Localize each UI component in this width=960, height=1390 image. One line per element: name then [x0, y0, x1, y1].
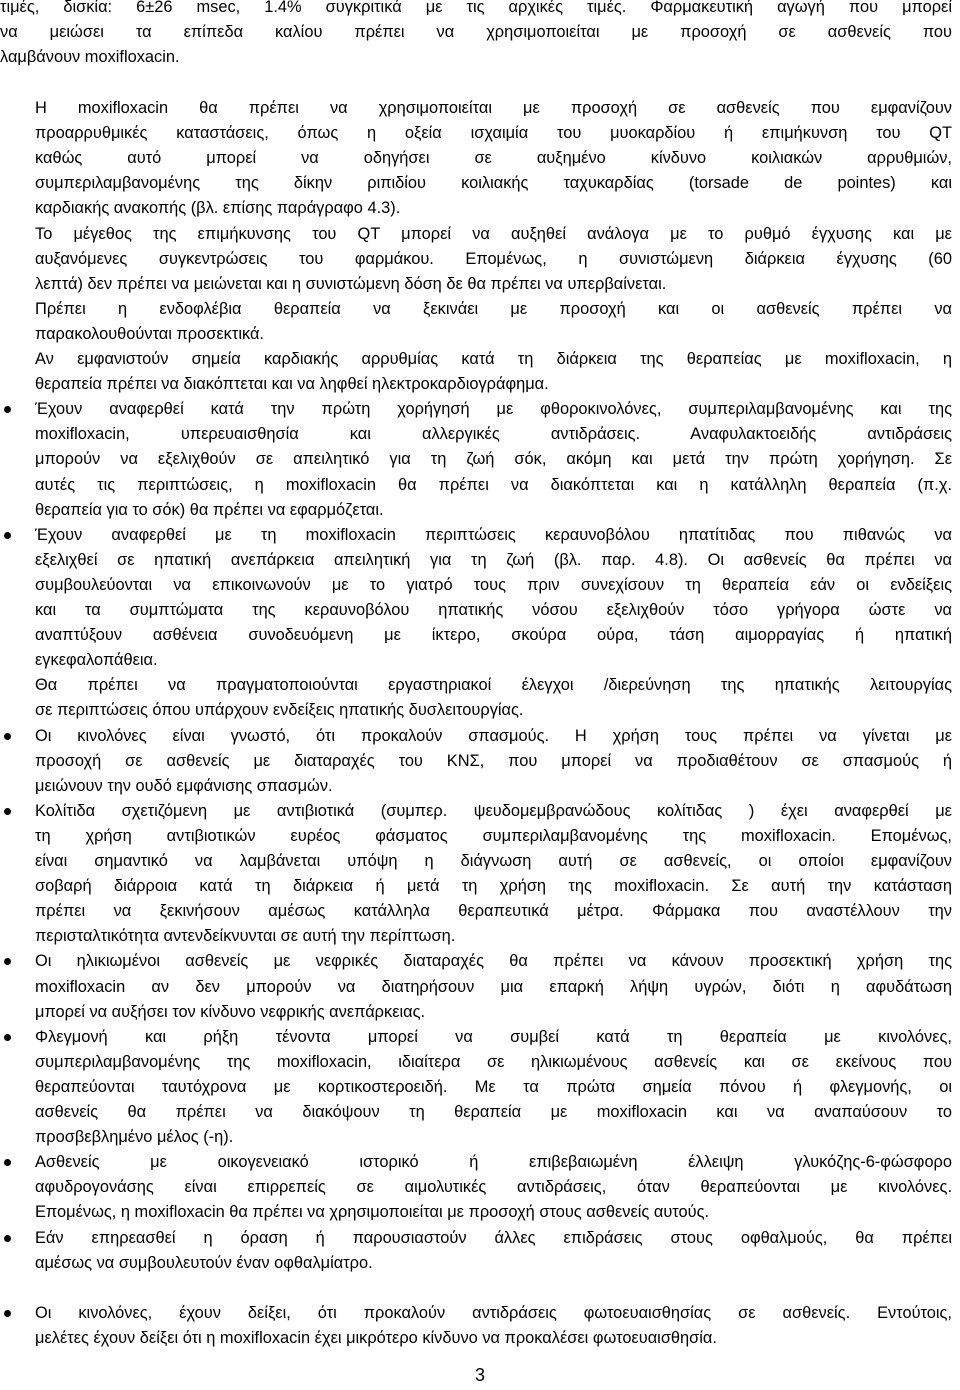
text-line: Αν εμφανιστούν σημεία καρδιακής αρρυθμίας κατά τη διάρκεια της θεραπείας με moxifloxacin, η	[35, 350, 952, 368]
text-line: moxifloxacin αν δεν μπορούν να διατηρήσουν μια επαρκή λήψη υγρών, διότι η αφυδάτωση	[35, 977, 952, 996]
bullet-icon	[4, 733, 11, 740]
text-line: προσβεβλημένο μέλος (-η).	[35, 1128, 234, 1147]
text-line: συμπεριλαμβανομένης της δίκην ριπιδίου κοιλιακής ταχυκαρδίας (torsade de pointes) και	[35, 174, 952, 193]
text-line: Η moxifloxacin θα πρέπει να χρησιμοποιείται με προσοχή σε ασθενείς που εμφανίζουν	[35, 99, 952, 117]
text-line: θεραπεύονται ταυτόχρονα με κορτικοστεροειδή. Με τα πρώτα σημεία πόνου ή φλεγμονής, οι	[35, 1077, 952, 1096]
text-line: είναι σημαντικό να λαμβάνεται υπόψη η διάγνωση αυτή σε ασθενείς, οι οποίοι εμφανίζουν	[35, 852, 952, 870]
text-line: Ασθενείς με οικογενειακό ιστορικό ή επιβεβαιωμένη έλλειψη γλυκόζης-6-φώσφορο	[35, 1153, 952, 1172]
bullet-icon	[4, 1159, 11, 1166]
text-line: σοβαρή διάρροια κατά τη διάρκεια ή μετά τη χρήση της moxifloxacin. Σε αυτή την κατάσταση	[35, 877, 952, 896]
text-line: παρακολουθούνται προσεκτικά.	[35, 324, 264, 343]
text-line: αυξανόμενες συγκεντρώσεις του φαρμάκου. Επομένως, η συνιστώμενη διάρκεια έγχυσης (60	[35, 249, 952, 268]
text-line: Οι κινολόνες είναι γνωστό, ότι προκαλούν σπασμούς. Η χρήση τους πρέπει να γίνεται με	[35, 726, 952, 745]
text-line: moxifloxacin, υπερευαισθησία και αλλεργικές αντιδράσεις. Αναφυλακτοειδής αντιδράσεις	[35, 425, 952, 444]
text-line: μειώνουν την ουδό εμφάνισης σπασμών.	[35, 776, 333, 795]
text-line: και τα συμπτώματα της κεραυνοβόλου ηπατικής νόσου εξελιχθούν τόσο γρήγορα ώστε να	[35, 601, 952, 619]
text-line: εγκεφαλοπάθεια.	[35, 651, 158, 670]
text-line: Φλεγμονή και ρήξη τένοντα μπορεί να συμβεί κατά τη θεραπεία με κινολόνες,	[35, 1027, 952, 1046]
page-number: 3	[474, 1365, 485, 1385]
bullet-icon	[4, 1034, 11, 1041]
text-line: προαρρυθμικές καταστάσεις, όπως η οξεία ισχαιμία του μυοκαρδίου ή επιμήκυνση του QT	[35, 124, 952, 143]
text-line: Έχουν αναφερθεί με τη moxifloxacin περιπτώσεις κεραυνοβόλου ηπατίτιδας που πιθανώς να	[35, 525, 952, 544]
text-line: αμέσως να συμβουλευτούν έναν οφθαλμίατρο.	[35, 1253, 373, 1272]
text-line: να μειώσει τα επίπεδα καλίου πρέπει να χρησιμοποιείται με προσοχή σε ασθενείς που	[0, 23, 952, 42]
text-line: Οι ηλικιωμένοι ασθενείς με νεφρικές διαταραχές θα πρέπει να κάνουν προσεκτική χρήση της	[35, 952, 952, 971]
text-line: καθώς αυτό μπορεί να οδηγήσει σε αυξημένο κίνδυνο κοιλιακών αρρυθμιών,	[35, 149, 952, 168]
text-line: τη χρήση αντιβιοτικών ευρέος φάσματος συμπεριλαμβανομένης της moxifloxacin. Επομένως,	[35, 826, 952, 845]
text-line: θεραπεία πρέπει να διακόπτεται και να ληφθεί ηλεκτροκαρδιογράφημα.	[35, 375, 549, 394]
text-line: συμπεριλαμβανομένης της moxifloxacin, ιδιαίτερα σε ηλικιωμένους ασθενείς και σε εκείνους που	[35, 1052, 952, 1071]
text-line: Πρέπει η ενδοφλέβια θεραπεία να ξεκινάει με προσοχή και οι ασθενείς πρέπει να	[35, 299, 952, 318]
text-line: Έχουν αναφερθεί κατά την πρώτη χορήγησή με φθοροκινολόνες, συμπεριλαμβανομένης και της	[35, 400, 952, 419]
text-line: Το μέγεθος της επιμήκυνσης του QT μπορεί να αυξηθεί ανάλογα με το ρυθμό έγχυσης και με	[35, 224, 952, 243]
text-line: λεπτά) δεν πρέπει να μειώνεται και η συνιστώμενη δόση δε θα πρέπει να υπερβαίνεται.	[35, 274, 667, 293]
bullet-icon	[4, 532, 11, 539]
text-line: μπορεί να αυξήσει τον κίνδυνο νεφρικής ανεπάρκειας.	[35, 1002, 426, 1021]
text-line: αναπτύξουν ασθένεια συνοδευόμενη με ίκτερο, σκούρα ούρα, τάση αιμορραγίας ή ηπατική	[35, 626, 952, 645]
text-line: σε περιπτώσεις όπου υπάρχουν ενδείξεις ηπατικής δυσλειτουργίας.	[35, 701, 524, 720]
text-line: πρέπει να ξεκινήσουν αμέσως κατάλληλα θεραπευτικά μέτρα. Φάρμακα που αναστέλλουν την	[35, 902, 952, 921]
text-line: Εάν επηρεασθεί η όραση ή παρουσιαστούν άλλες επιδράσεις στους οφθαλμούς, θα πρέπει	[35, 1228, 952, 1247]
bullet-icon	[4, 958, 11, 965]
text-line: λαμβάνουν moxifloxacin.	[0, 48, 180, 67]
bullet-icon	[4, 406, 11, 413]
text-line: θεραπεία για το σόκ) θα πρέπει να εφαρμόζεται.	[35, 500, 384, 519]
text-line: Επομένως, η moxifloxacin θα πρέπει να χρησιμοποιείται με προσοχή στους ασθενείς αυτούς.	[35, 1203, 710, 1222]
text-line: Οι κινολόνες, έχουν δείξει, ότι προκαλούν αντιδράσεις φωτοευαισθησίας σε ασθενείς. Εντούτοις,	[35, 1303, 952, 1322]
bullet-icon	[4, 1310, 11, 1317]
text-line: μπορούν να εξελιχθούν σε απειλητικό για τη ζωή σόκ, ακόμη και μετά την πρώτη χορήγηση. Σε	[35, 450, 952, 469]
text-line: ασθενείς θα πρέπει να διακόψουν τη θεραπεία με moxifloxacin και να αναπαύσουν το	[35, 1103, 952, 1121]
text-line: Κολίτιδα σχετιζόμενη με αντιβιοτικά (συμπερ. ψευδομεμβρανώδους κολίτιδας ) έχει αναφερθεί με	[35, 801, 952, 820]
text-line: προσοχή σε ασθενείς με διαταραχές του ΚΝΣ, που μπορεί να προδιαθέτουν σε σπασμούς ή	[35, 751, 952, 770]
text-line: τιμές, δισκία: 6±26 msec, 1.4% συγκριτικά με τις αρχικές τιμές. Φαρμακευτική αγωγή που μπορεί	[0, 0, 952, 16]
text-line: αφυδρογονάσης είναι επιρρεπείς σε αιμολυτικές αντιδράσεις, όταν θεραπεύονται με κινολόνες.	[35, 1178, 952, 1197]
text-line: Θα πρέπει να πραγματοποιούνται εργαστηριακοί έλεγχοι /διερεύνηση της ηπατικής λειτουργίας	[35, 676, 952, 695]
text-line: αυτές τις περιπτώσεις, η moxifloxacin θα πρέπει να διακόπτεται και η κατάλληλη θεραπεία (π.χ.	[35, 475, 952, 494]
text-line: περισταλτικότητα αντενδείκνυνται σε αυτή την περίπτωση.	[35, 927, 456, 946]
text-line: καρδιακής ανακοπής (βλ. επίσης παράγραφο 4.3).	[35, 199, 401, 218]
text-line: μελέτες έχουν δείξει ότι η moxifloxacin έχει μικρότερο κίνδυνο να προκαλέσει φωτοευαισθησία.	[35, 1328, 717, 1347]
bullet-icon	[4, 1235, 11, 1242]
text-line: συμβουλεύονται να επικοινωνούν με το γιατρό τους πριν συνεχίσουν τη θεραπεία εάν οι ενδείξεις	[35, 575, 952, 594]
bullet-icon	[4, 808, 11, 815]
text-line: εξελιχθεί σε ηπατική ανεπάρκεια απειλητική για τη ζωή (βλ. παρ. 4.8). Οι ασθενείς θα πρέπει να	[35, 550, 952, 569]
